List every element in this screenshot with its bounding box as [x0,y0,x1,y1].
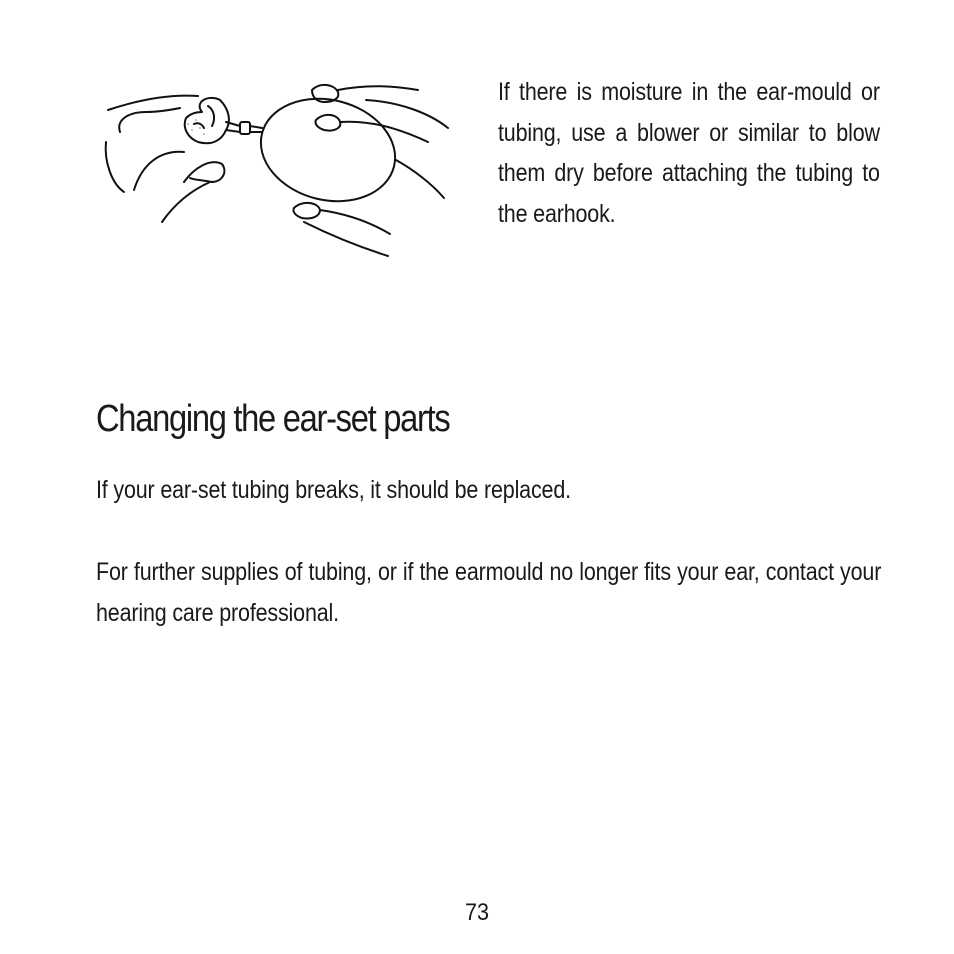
blower-drying-earmould-illustration [98,72,458,272]
section-heading: Changing the ear-set parts [96,398,450,440]
hands-blower-earmould-icon [98,72,458,272]
tubing-replacement-paragraph: If your ear-set tubing breaks, it should be replaced. [96,476,571,504]
moisture-tip-text: If there is moisture in the ear-mould or tubing, use a blower or similar to blow them dry before attaching the tubing to the earhook. [498,78,880,228]
supplies-contact-paragraph: For further supplies of tubing, or if the earmould no longer fits your ear, contact your hearing care professional. [96,558,882,627]
page-number: 73 [464,899,490,926]
